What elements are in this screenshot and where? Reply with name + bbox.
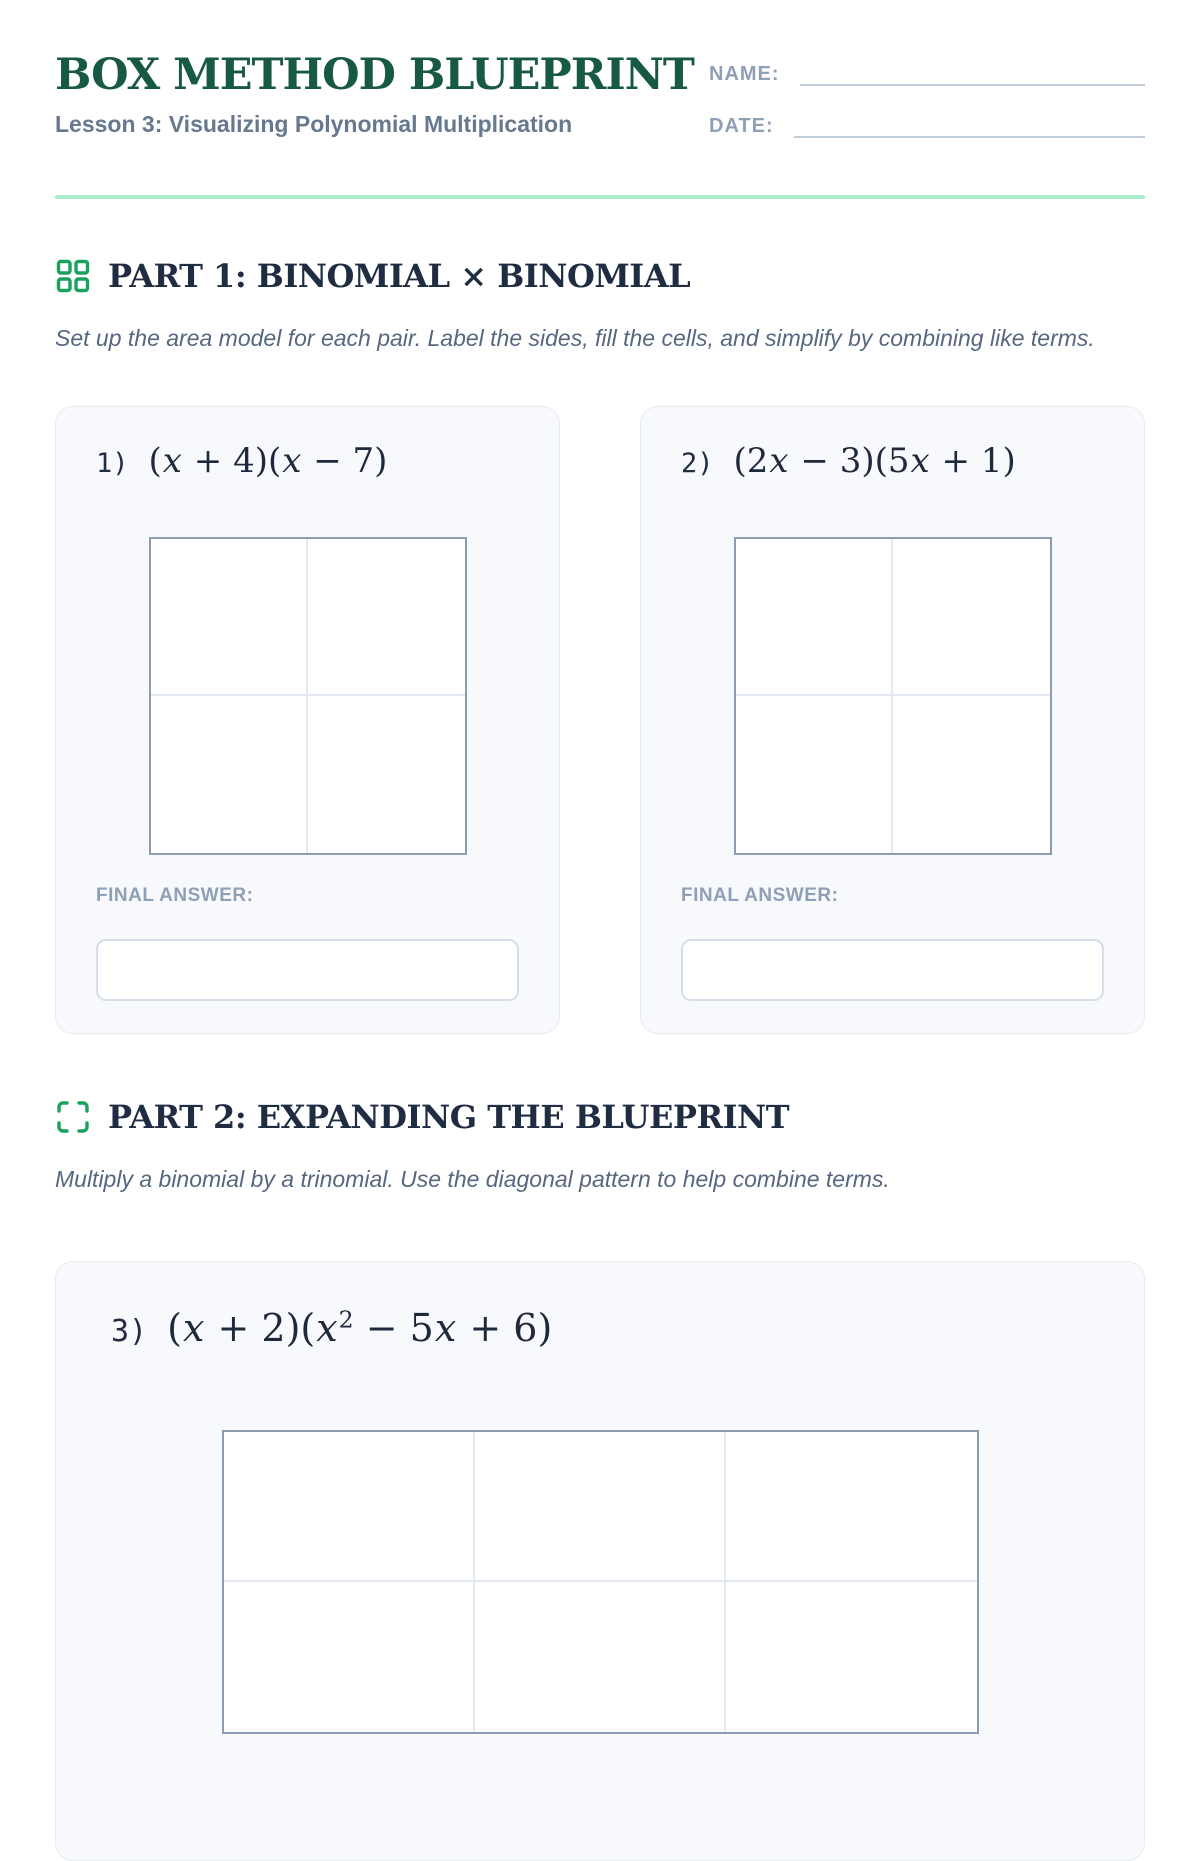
final-answer-label-1: FINAL ANSWER: <box>96 885 254 907</box>
grid-cell[interactable] <box>224 1432 475 1582</box>
problem-2-statement <box>681 439 1104 483</box>
problem-1-statement <box>96 439 519 483</box>
grid-cell[interactable] <box>726 1432 977 1582</box>
part2-heading-text: PART 2: EXPANDING THE BLUEPRINT <box>108 1098 790 1137</box>
area-model-grid-3 <box>222 1430 979 1734</box>
part2-heading <box>55 1098 1145 1136</box>
grid-cell[interactable] <box>151 539 308 696</box>
part1-heading-text: PART 1: BINOMIAL × BINOMIAL <box>108 257 691 295</box>
worksheet-header <box>55 0 1145 162</box>
problem-card-1 <box>55 406 560 1034</box>
date-field-row <box>709 110 1145 138</box>
name-label: NAME: <box>709 63 780 85</box>
date-label: DATE: <box>709 115 774 137</box>
part1-heading <box>55 257 1145 295</box>
header-divider <box>55 195 1145 199</box>
name-field-row <box>709 58 1145 86</box>
final-answer-label-2: FINAL ANSWER: <box>681 885 839 907</box>
area-model-grid-2 <box>734 537 1052 855</box>
part2-instructions: Multiply a binomial by a trinomial. Use the diagonal pattern to help combine terms. <box>55 1166 890 1193</box>
problem-3-expression: $(x + 2)(x^2 - 5x + 6)$ <box>167 1305 553 1351</box>
worksheet-subtitle: Lesson 3: Visualizing Polynomial Multiplication <box>55 111 573 138</box>
problem-2-expression: (2x − 3)(5x + 1) <box>733 441 1016 482</box>
final-answer-box-1[interactable] <box>96 939 519 1001</box>
name-date-fields <box>709 52 1145 162</box>
grid-cell[interactable] <box>151 696 308 853</box>
grid-cell[interactable] <box>308 539 465 696</box>
grid-cell[interactable] <box>893 539 1050 696</box>
problem-3-number: 3) <box>111 1314 148 1350</box>
grid-cell[interactable] <box>726 1582 977 1732</box>
problem-card-3 <box>55 1261 1145 1861</box>
problem-1-number: 1) <box>96 448 129 480</box>
grid-cell[interactable] <box>736 539 893 696</box>
final-answer-box-2[interactable] <box>681 939 1104 1001</box>
worksheet-title: BOX METHOD BLUEPRINT <box>55 50 694 100</box>
problem-1-expression: (x + 4)(x − 7) <box>148 441 388 482</box>
name-input-line[interactable] <box>800 58 1145 86</box>
problem-card-2 <box>640 406 1145 1034</box>
grid-cell[interactable] <box>224 1582 475 1732</box>
header-title-block <box>55 52 694 162</box>
frame-corners-icon <box>55 1099 91 1135</box>
problem-3-statement <box>111 1304 1089 1353</box>
grid-cell[interactable] <box>475 1582 726 1732</box>
grid-cell[interactable] <box>736 696 893 853</box>
part1-problem-cards <box>55 406 1145 1034</box>
area-model-grid-1 <box>149 537 467 855</box>
date-input-line[interactable] <box>794 110 1145 138</box>
grid-2x2-icon <box>55 258 91 294</box>
part1-instructions: Set up the area model for each pair. Label the sides, fill the cells, and simplify by combining like terms. <box>55 325 1095 351</box>
grid-cell[interactable] <box>893 696 1050 853</box>
problem-2-number: 2) <box>681 448 714 480</box>
grid-cell[interactable] <box>475 1432 726 1582</box>
grid-cell[interactable] <box>308 696 465 853</box>
